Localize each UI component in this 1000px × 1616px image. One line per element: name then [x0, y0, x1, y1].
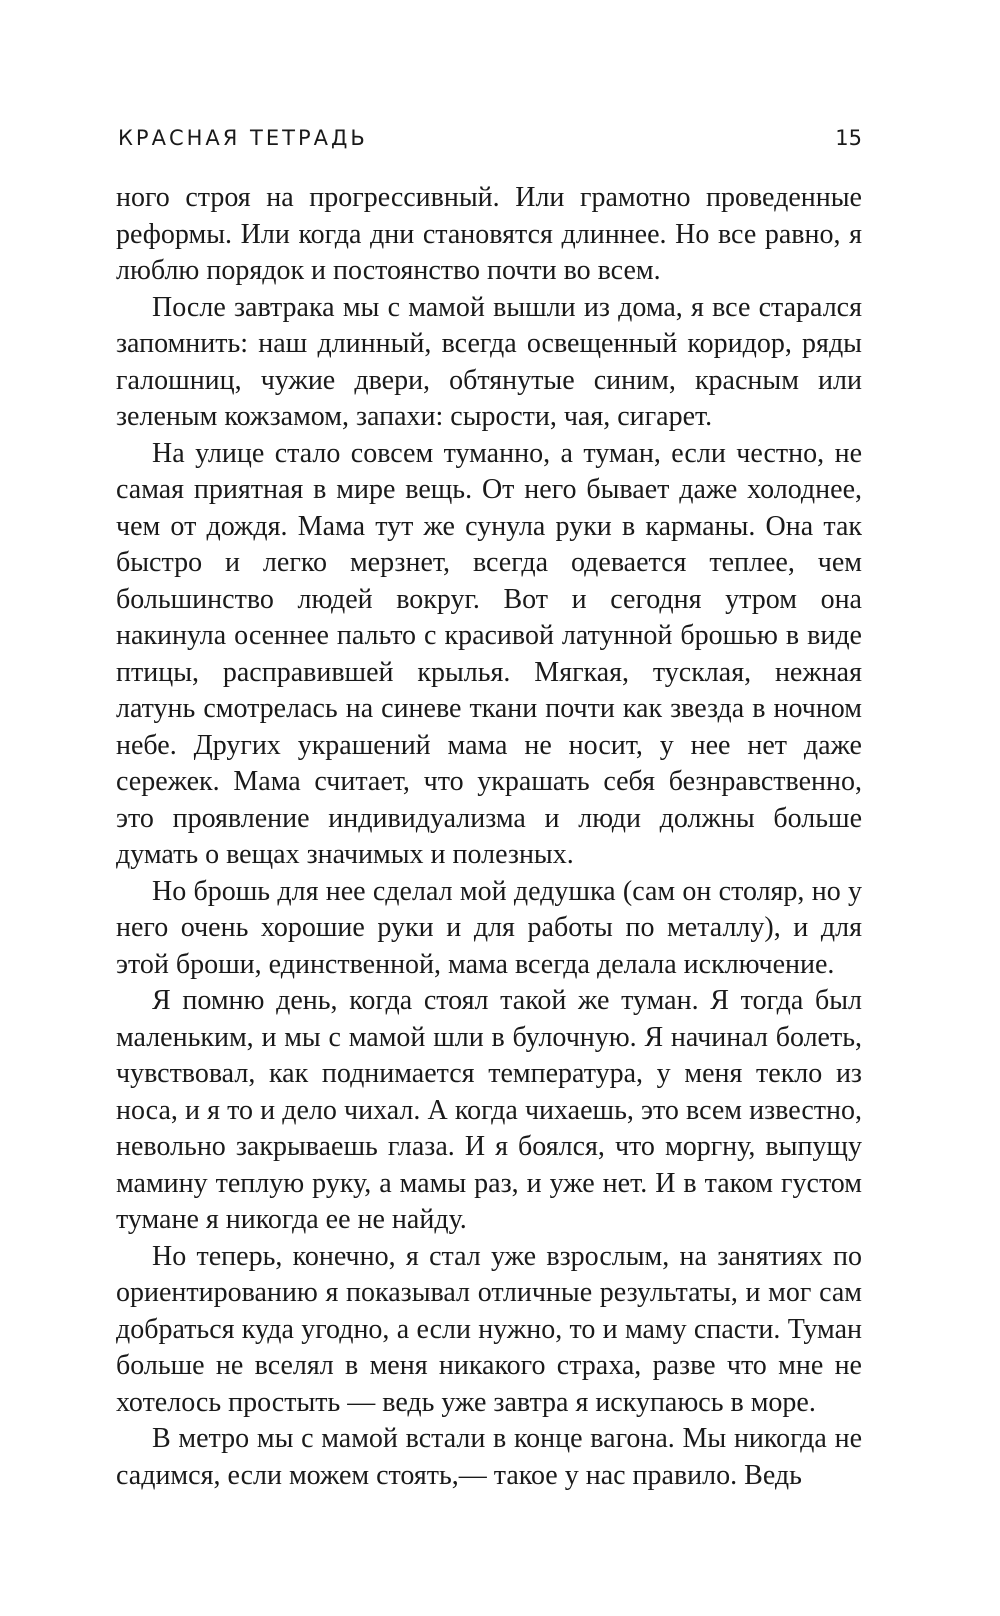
book-title: КРАСНАЯ ТЕТРАДЬ	[118, 126, 368, 150]
page-number: 15	[835, 126, 862, 150]
paragraph: Но теперь, конечно, я стал уже взрослым, на занятиях по ориентированию я показывал отличные результаты, и мог сам добраться куда угодно, а если нужно, то и маму спасти. Туман больше не вселял в меня никакого страха, разве что мне не хотелось простыть — ведь уже завтра я искупаюсь в море.	[116, 1240, 862, 1418]
paragraph: В метро мы с мамой встали в конце вагона. Мы никогда не садимся, если можем стоять,— такое у нас правило. Ведь	[116, 1423, 862, 1491]
body-text	[116, 180, 862, 1494]
paragraph: На улице стало совсем туманно, а туман, если честно, не самая приятная в мире вещь. От него бывает даже холоднее, чем от дождя. Мама тут же сунула руки в карманы. Она так быстро и легко мерзнет, всегда одевается теплее, чем большинство людей вокруг. Вот и сегодня утром она накинула осеннее пальто с красивой латунной брошью в виде птицы, расправившей крылья. Мягкая, тусклая, нежная латунь смотрелась на синеве ткани почти как звезда в ночном небе. Других украшений мама не носит, у нее нет даже сережек. Мама считает, что украшать себя безнравственно, это проявление индивидуализма и люди должны больше думать о вещах значимых и полезных.	[116, 437, 862, 870]
paragraph: Я помню день, когда стоял такой же туман. Я тогда был маленьким, и мы с мамой шли в булочную. Я начинал болеть, чувствовал, как поднимается температура, у меня текло из носа, и я то и дело чихал. А когда чихаешь, это всем известно, невольно закрываешь глаза. И я боялся, что моргну, выпущу мамину теплую руку, а мамы раз, и уже нет. И в таком густом тумане я никогда ее не найду.	[116, 985, 862, 1235]
paragraph-continued: ного строя на прогрессивный. Или грамотно проведенные реформы. Или когда дни становятся длиннее. Но все равно, я люблю порядок и постоянство почти во всем.	[116, 182, 862, 286]
paragraph: После завтрака мы с мамой вышли из дома, я все старался запомнить: наш длинный, всегда освещенный коридор, ряды галошниц, чужие двери, обтянутые синим, красным или зеленым кожзамом, запахи: сырости, чая, сигарет.	[116, 291, 862, 432]
paragraph: Но брошь для нее сделал мой дедушка (сам он столяр, но у него очень хорошие руки и для работы по металлу), и для этой броши, единственной, мама всегда делала исключение.	[116, 875, 862, 980]
running-head	[118, 126, 862, 156]
